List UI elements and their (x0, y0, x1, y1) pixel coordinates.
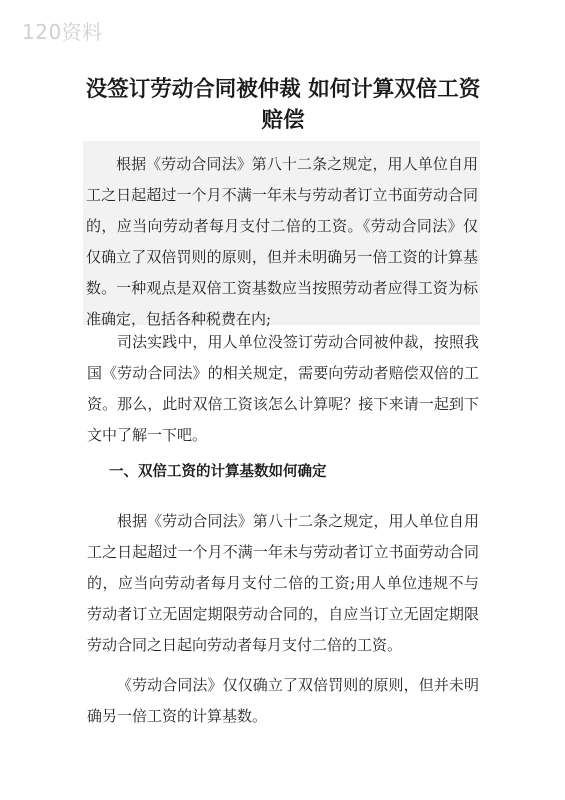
section-paragraph-1: 根据《劳动合同法》第八十二条之规定，用人单位自用工之日起超过一个月不满一年未与劳动者订立书面劳动合同的，应当向劳动者每月支付二倍的工资;用人单位违规不与劳动者订立无固定期限劳动合同的，自应当订立无固定期限劳动合同之日起向劳动者每月支付二倍的工资。 (87, 512, 479, 654)
page-title: 没签订劳动合同被仲裁 如何计算双倍工资赔偿 (85, 77, 481, 133)
section-heading: 一、双倍工资的计算基数如何确定 (109, 464, 327, 480)
summary-paragraph: 根据《劳动合同法》第八十二条之规定，用人单位自用工之日起超过一个月不满一年未与劳动者订立书面劳动合同的，应当向劳动者每月支付二倍的工资。《劳动合同法》仅仅确立了双倍罚则的原则，但并未明确另一倍工资的计算基数。一种观点是双倍工资基数应当按照劳动者应得工资为标准确定，包括各种税费在内; (86, 155, 478, 328)
intro-paragraph: 司法实践中，用人单位没签订劳动合同被仲裁，按照我国《劳动合同法》的相关规定，需要向劳动者赔偿双倍的工资。那么，此时双倍工资该怎么计算呢？接下来请一起到下文中了解一下吧。 (87, 333, 479, 444)
section-paragraph-2: 《劳动合同法》仅仅确立了双倍罚则的原则，但并未明确另一倍工资的计算基数。 (87, 676, 479, 725)
watermark-logo: 120资料 (22, 20, 103, 44)
